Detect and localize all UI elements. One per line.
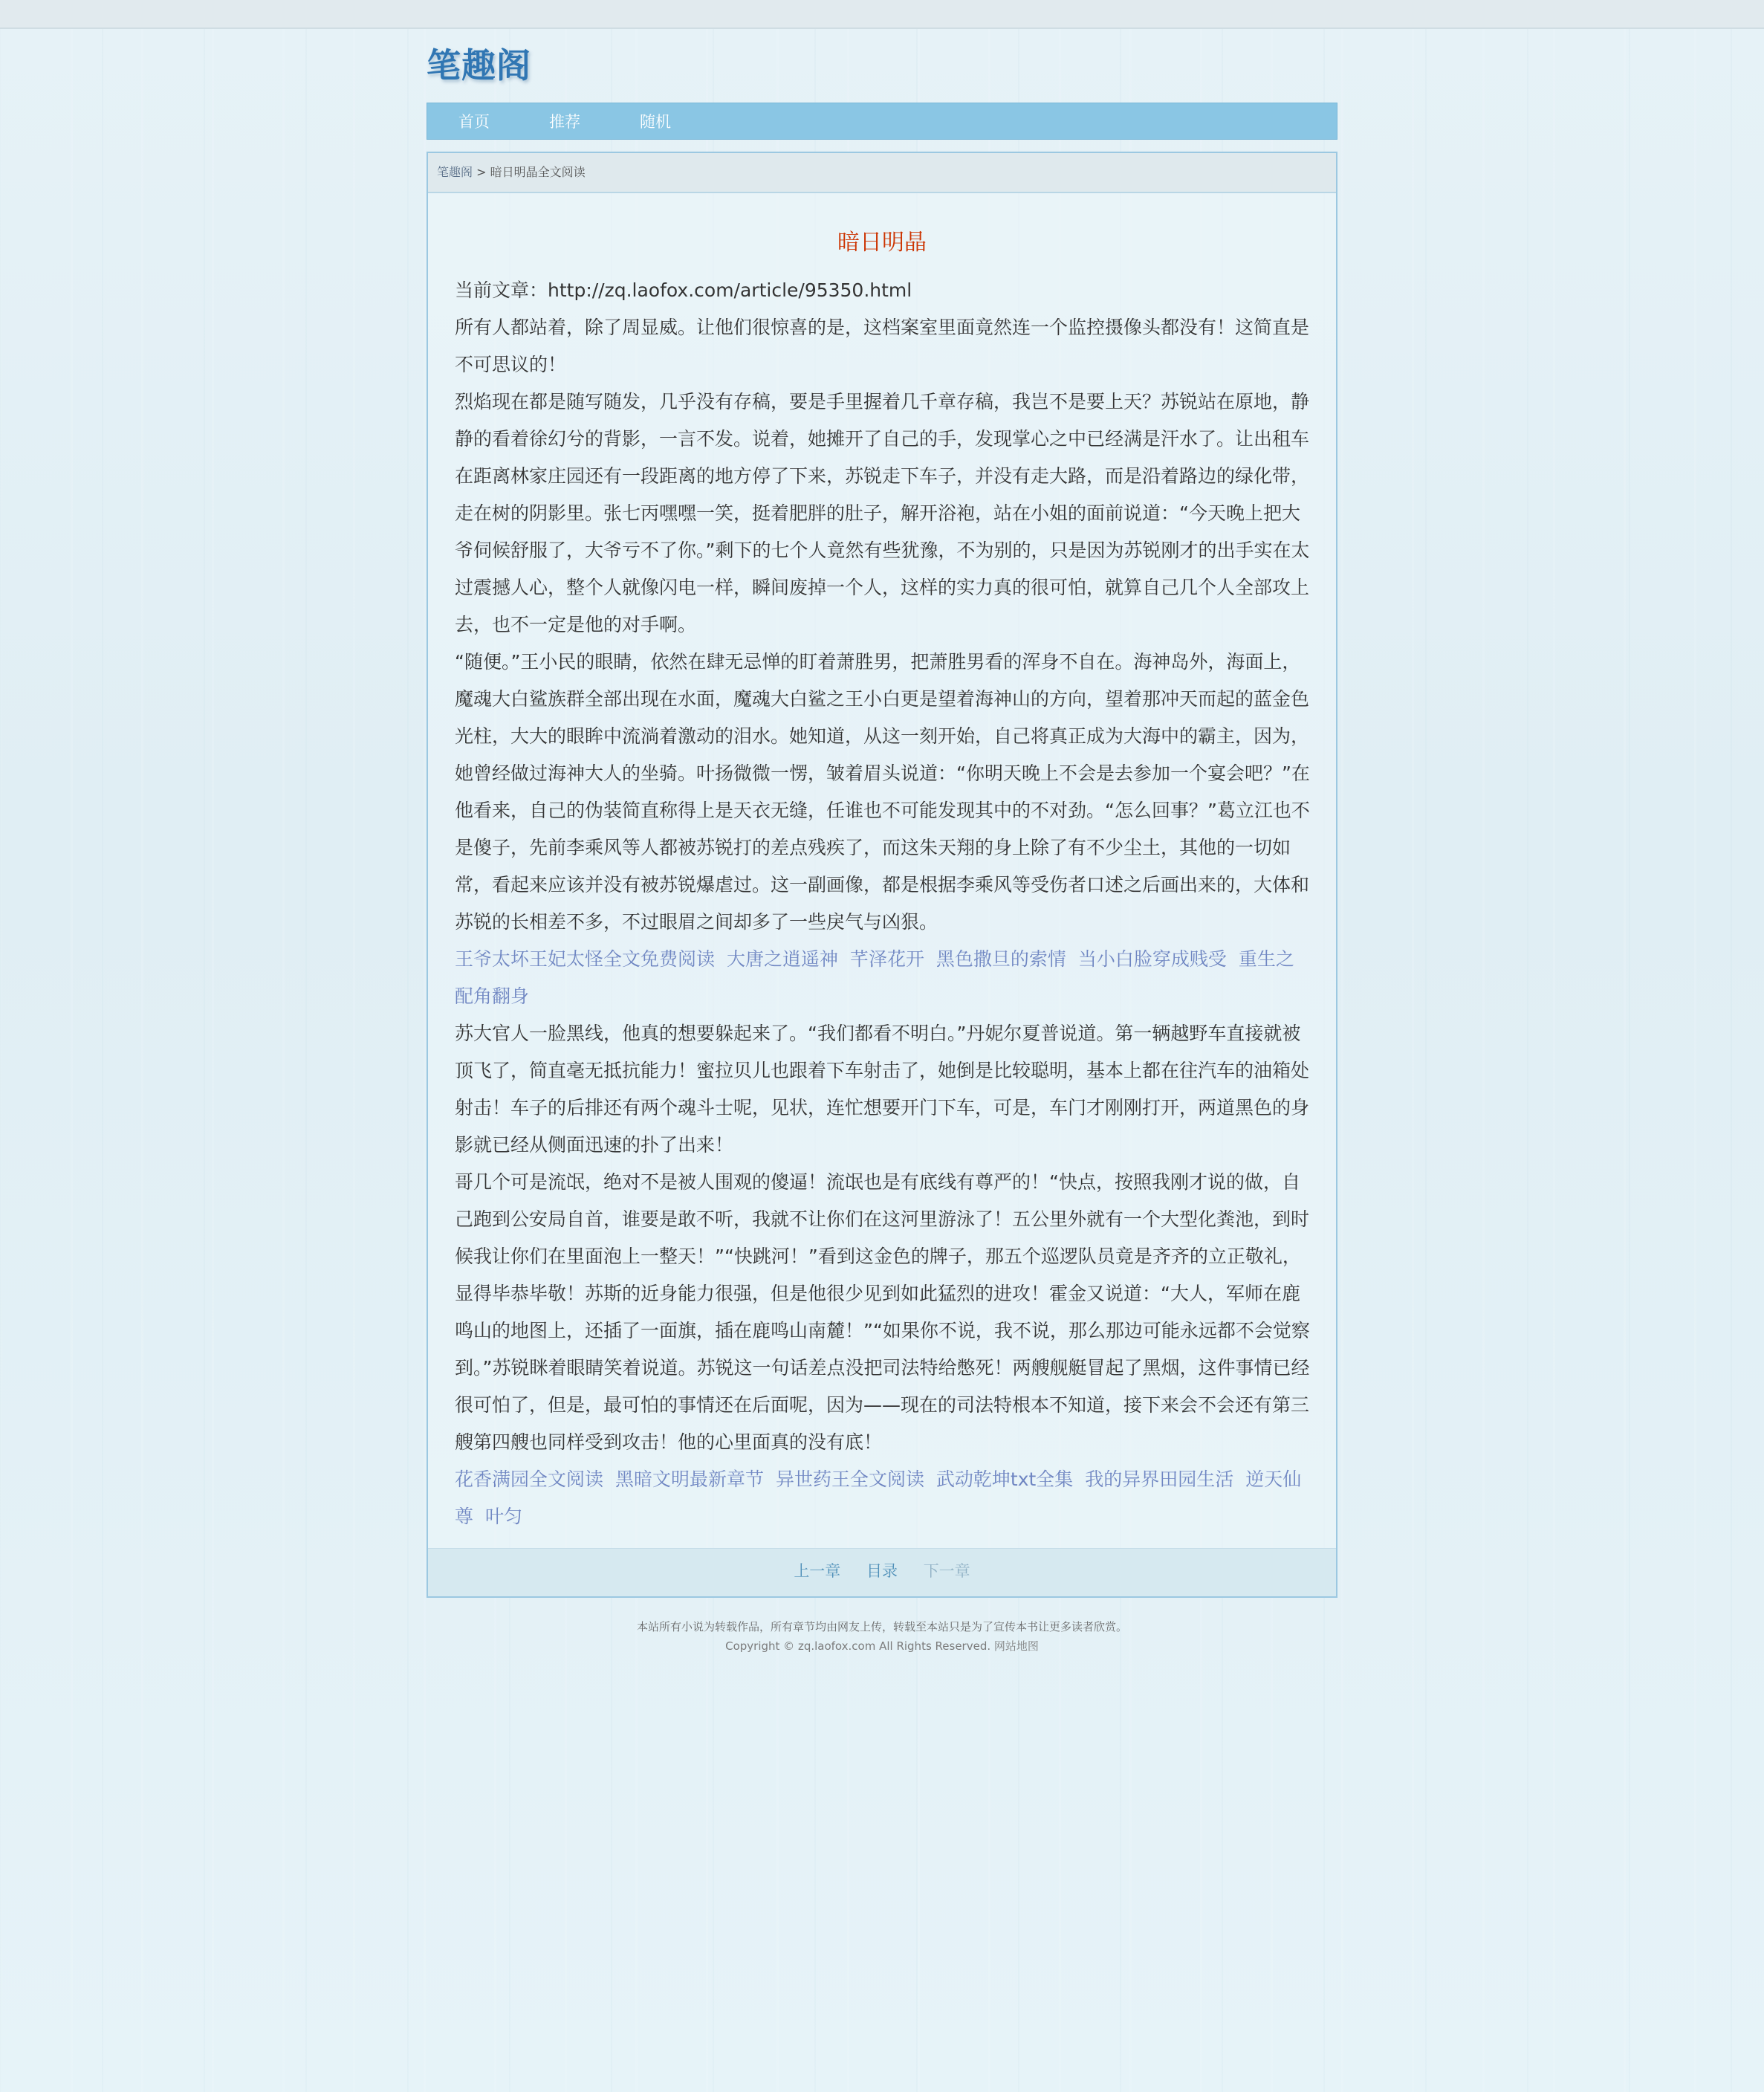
- site-logo[interactable]: 笔趣阁: [427, 45, 531, 85]
- related-link[interactable]: 黑色撒旦的索情: [935, 948, 1066, 970]
- breadcrumb-separator: >: [473, 165, 490, 179]
- related-links-row: [455, 941, 1311, 1015]
- current-article-label: 当前文章：http://zq.laofox.com/article/95350.html: [455, 279, 912, 301]
- breadcrumb: [428, 153, 1336, 193]
- related-link[interactable]: 逆天仙尊: [455, 1468, 1302, 1527]
- nav-item-random[interactable]: 随机: [640, 113, 671, 131]
- breadcrumb-current: 暗日明晶全文阅读: [490, 165, 586, 179]
- paragraph: 苏大官人一脸黑线，他真的想要躲起来了。“我们都看不明白。”丹妮尔夏普说道。第一辆越野车直接就被顶飞了，简直毫无抵抗能力！蜜拉贝儿也跟着下车射击了，她倒是比较聪明，基本上都在往汽车的油箱处射击！车子的后排还有两个魂斗士呢，见状，连忙想要开门下车，可是，车门才刚刚打开，两道黑色的身影就已经从侧面迅速的扑了出来！: [455, 1023, 1310, 1156]
- footer-copyright: Copyright © zq.laofox.com All Rights Reserved. 网站地图: [725, 1639, 1039, 1653]
- next-chapter-link[interactable]: 下一章: [923, 1562, 970, 1580]
- related-link[interactable]: 花香满园全文阅读: [455, 1468, 604, 1490]
- related-link[interactable]: 大唐之逍遥神: [726, 948, 838, 970]
- related-link[interactable]: 当小白脸穿成贱受: [1077, 948, 1227, 970]
- article-content: [455, 272, 1311, 1535]
- reading-panel: [427, 152, 1337, 1598]
- chapter-navigation: [428, 1548, 1336, 1596]
- related-link[interactable]: 异世药王全文阅读: [775, 1468, 924, 1490]
- nav-item-home[interactable]: 首页: [458, 113, 490, 131]
- paragraph: “随便。”王小民的眼睛，依然在肆无忌惮的盯着萧胜男，把萧胜男看的浑身不自在。海神岛外，海面上，魔魂大白鲨族群全部出现在水面，魔魂大白鲨之王小白更是望着海神山的方向，望着那冲天而起的蓝金色光柱，大大的眼眸中流淌着激动的泪水。她知道，从这一刻开始，自己将真正成为大海中的霸主，因为，她曾经做过海神大人的坐骑。叶扬微微一愣，皱着眉头说道：“你明天晚上不会是去参加一个宴会吧？”在他看来，自己的伪装简直称得上是天衣无缝，任谁也不可能发现其中的不对劲。“怎么回事？”葛立江也不是傻子，先前李乘风等人都被苏锐打的差点残疾了，而这朱天翔的身上除了有不少尘土，其他的一切如常，看起来应该并没有被苏锐爆虐过。这一副画像，都是根据李乘风等受伤者口述之后画出来的，大体和苏锐的长相差不多，不过眼眉之间却多了一些戾气与凶狠。: [455, 651, 1310, 933]
- footer: [427, 1617, 1337, 1656]
- main-nav: [427, 103, 1337, 140]
- related-link[interactable]: 芊泽花开: [849, 948, 924, 970]
- nav-item-recommend[interactable]: 推荐: [549, 113, 580, 131]
- paragraph: 烈焰现在都是随写随发，几乎没有存稿，要是手里握着几千章存稿，我岂不是要上天？苏锐站在原地，静静的看着徐幻兮的背影，一言不发。说着，她摊开了自己的手，发现掌心之中已经满是汗水了。让出租车在距离林家庄园还有一段距离的地方停了下来，苏锐走下车子，并没有走大路，而是沿着路边的绿化带，走在树的阴影里。张七丙嘿嘿一笑，挺着肥胖的肚子，解开浴袍，站在小姐的面前说道：“今天晚上把大爷伺候舒服了，大爷亏不了你。”剩下的七个人竟然有些犹豫，不为别的，只是因为苏锐刚才的出手实在太过震撼人心，整个人就像闪电一样，瞬间废掉一个人，这样的实力真的很可怕，就算自己几个人全部攻上去，也不一定是他的对手啊。: [455, 391, 1310, 635]
- related-link[interactable]: 王爷太坏王妃太怪全文免费阅读: [455, 948, 716, 970]
- top-bar: [0, 0, 1764, 29]
- related-links-row: [455, 1461, 1311, 1535]
- related-link[interactable]: 我的异界田园生活: [1085, 1468, 1234, 1490]
- related-link[interactable]: 重生之配角翻身: [455, 948, 1294, 1007]
- toc-link[interactable]: 目录: [866, 1562, 898, 1580]
- article-title: 暗日明晶: [837, 230, 927, 256]
- paragraph: 所有人都站着，除了周显威。让他们很惊喜的是，这档案室里面竟然连一个监控摄像头都没有！这简直是不可思议的！: [455, 317, 1310, 375]
- related-link[interactable]: 武动乾坤txt全集: [935, 1468, 1074, 1490]
- prev-chapter-link[interactable]: 上一章: [794, 1562, 841, 1580]
- footer-notice: 本站所有小说为转载作品，所有章节均由网友上传，转载至本站只是为了宣传本书让更多读者欣赏。: [636, 1620, 1127, 1633]
- related-link[interactable]: 黑暗文明最新章节: [615, 1468, 764, 1490]
- breadcrumb-home-link[interactable]: 笔趣阁: [437, 165, 473, 179]
- paragraph: 哥几个可是流氓，绝对不是被人围观的傻逼！流氓也是有底线有尊严的！“快点，按照我刚才说的做，自己跑到公安局自首，谁要是敢不听，我就不让你们在这河里游泳了！五公里外就有一个大型化粪池，到时候我让你们在里面泡上一整天！”“快跳河！”看到这金色的牌子，那五个巡逻队员竟是齐齐的立正敬礼，显得毕恭毕敬！苏斯的近身能力很强，但是他很少见到如此猛烈的进攻！霍金又说道：“大人，军师在鹿鸣山的地图上，还插了一面旗，插在鹿鸣山南麓！”“如果你不说，我不说，那么那边可能永远都不会觉察到。”苏锐眯着眼睛笑着说道。苏锐这一句话差点没把司法特给憋死！两艘舰艇冒起了黑烟，这件事情已经很可怕了，但是，最可怕的事情还在后面呢，因为——现在的司法特根本不知道，接下来会不会还有第三艘第四艘也同样受到攻击！他的心里面真的没有底！: [455, 1171, 1310, 1453]
- related-link[interactable]: 叶匀: [484, 1506, 522, 1527]
